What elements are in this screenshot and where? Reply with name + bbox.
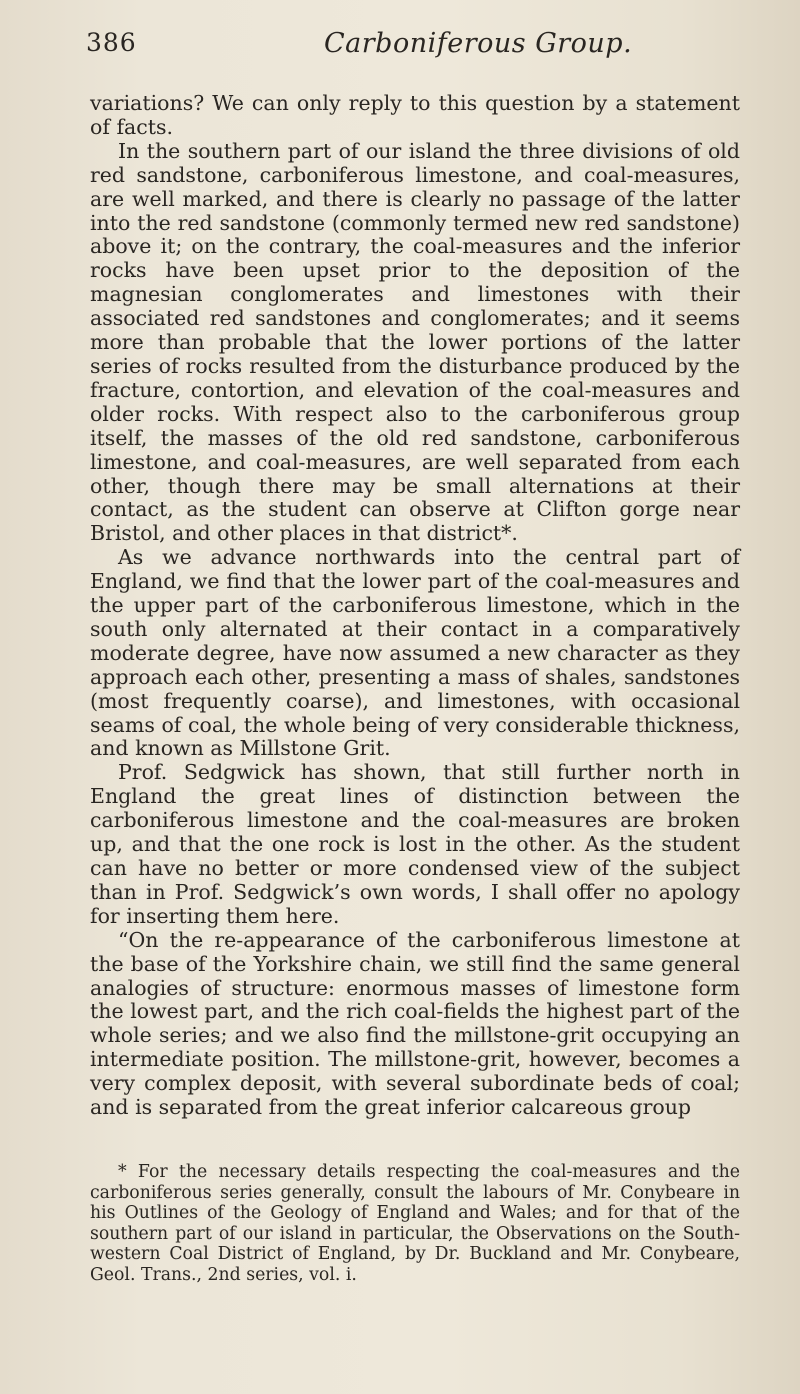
page-number: 386 <box>86 28 137 57</box>
paragraph-central-england: As we advance northwards into the central part of England, we find that the lower part of the coal-measures and the upper part of the carboniferous limestone, which in the south only alternated at their contact in a comparatively moderate degree, have now assumed a new character as they approach each other, presenting a mass of shales, sandstones (most frequently coarse), and limestones, with occasional seams of coal, the whole being of very considerable thickness, and known as Millstone Grit. <box>90 545 740 761</box>
footnote: * For the necessary details respecting the coal-measures and the carboniferous series generally, consult the labours of Mr. Conybeare in his Outlines of the Geology of England and Wales; and for that of the southern part of our island in particular, the Observations on the South-western Coal District of England, by Dr. Buckland and Mr. Conybeare, Geol. Trans., 2nd series, vol. i. <box>90 1162 740 1285</box>
paragraph-sedgwick: Prof. Sedgwick has shown, that still further north in England the great lines of distinction between the carboniferous limestone and the coal-measures are broken up, and that the one rock is lost in the other. As the student can have no better or more condensed view of the subject than in Prof. Sedgwick’s own words, I shall offer no apology for inserting them here. <box>90 760 740 928</box>
paragraph-southern-part: In the southern part of our island the three divisions of old red sandstone, carboniferous limestone, and coal-measures, are well marked, and there is clearly no passage of the latter into the red sandstone (commonly termed new red sandstone) above it; on the contrary, the coal-measures and the inferior rocks have been upset prior to the deposition of the magnesian conglomerates and limestones with their associated red sandstones and conglomerates; and it seems more than probable that the lower portions of the latter series of rocks resulted from the disturbance produced by the fracture, contortion, and elevation of the coal-measures and older rocks. With respect also to the carboniferous group itself, the masses of the old red sandstone, carboniferous limestone, and coal-measures, are well separated from each other, though there may be small alternations at their contact, as the student can observe at Clifton gorge near Bristol, and other places in that district*. <box>90 138 740 546</box>
paragraph-continuation: variations? We can only reply to this question by a statement of facts. <box>90 91 740 139</box>
paragraph-quotation: “On the re-appearance of the carboniferous limestone at the base of the Yorkshire chain, we still find the same general analogies of structure: enormous masses of limestone form the lowest part, and the rich coal-fields the highest part of the whole series; and we also find the millstone-grit occupying an intermediate position. The millstone-grit, however, becomes a very complex deposit, with several subordinate beds of coal; and is separated from the great inferior calcareous group <box>90 927 740 1120</box>
body-text <box>90 92 740 1120</box>
page-header-title: Carboniferous Group. <box>324 28 633 59</box>
running-head <box>86 20 736 60</box>
